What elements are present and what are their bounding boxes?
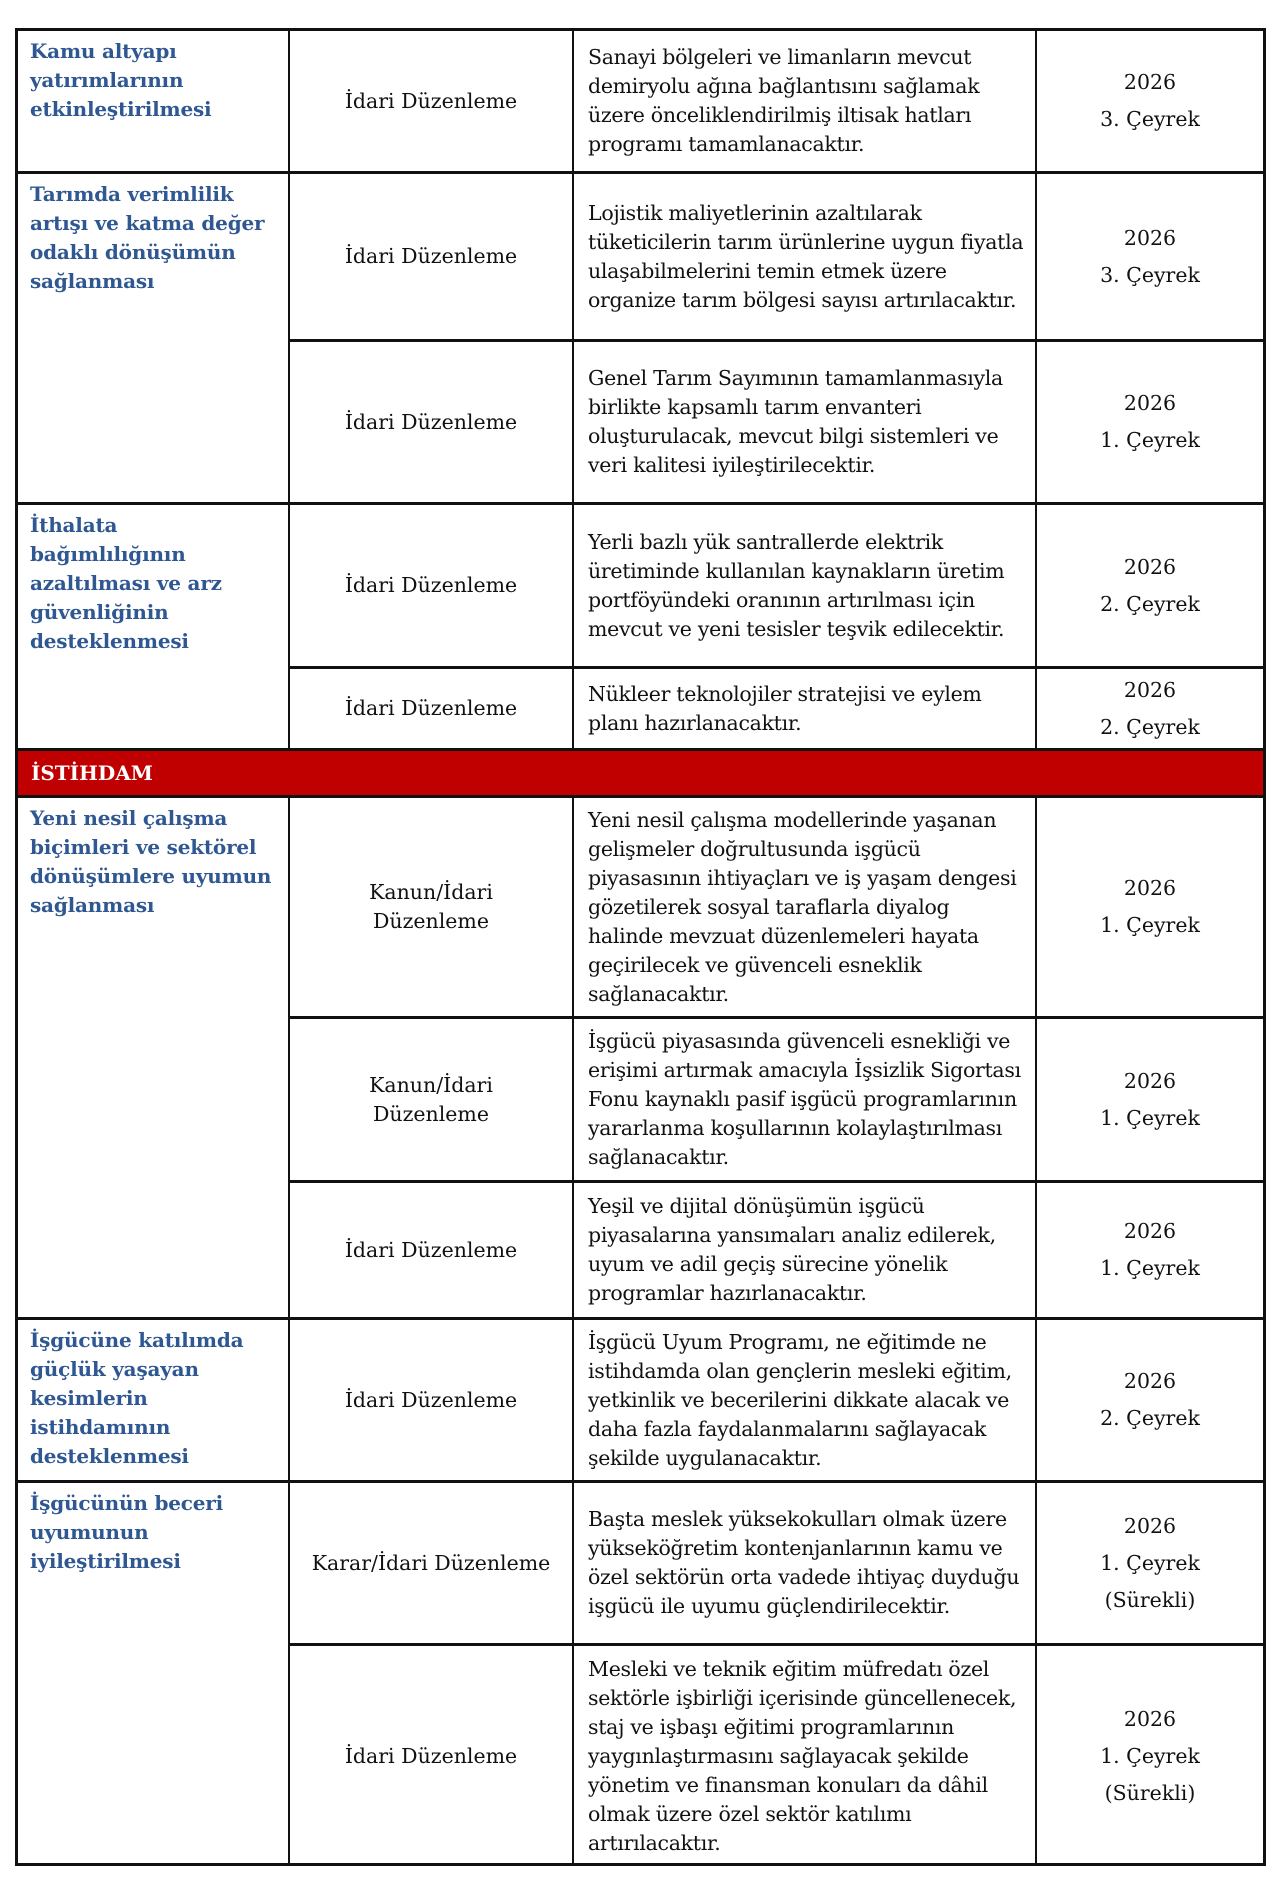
quarter-cell bbox=[1037, 1183, 1263, 1317]
quarter-year: 2026 bbox=[1123, 391, 1177, 415]
goal-cell bbox=[18, 1320, 288, 1480]
goal-text: Yeni nesil çalışma biçimleri ve sektörel dönüşümlere uyumun sağlanması bbox=[30, 806, 272, 917]
goal-cell bbox=[18, 505, 288, 748]
description-cell bbox=[574, 174, 1035, 339]
type-text: Kanun/İdari Düzenleme bbox=[369, 880, 493, 933]
quarter-cell bbox=[1037, 505, 1263, 666]
goal-cell bbox=[18, 174, 288, 502]
quarter-year: 2026 bbox=[1123, 554, 1177, 579]
quarter-label: 1. Çeyrek bbox=[1100, 1105, 1200, 1130]
quarter-year: 2026 bbox=[1123, 1219, 1177, 1243]
description-text: İşgücü Uyum Programı, ne eğitimde ne istihdamda olan gençlerin mesleki eğitim, yetkinlik ve becerilerini dikkate alacak ve daha fazla faydalanmalarını sağlayacak şekilde uygulanacaktır. bbox=[588, 1329, 1012, 1470]
description-text: Genel Tarım Sayımının tamamlanmasıyla birlikte kapsamlı tarım envanteri oluşturulacak, mevcut bilgi sistemleri ve veri kalitesi iyileştirilecektir. bbox=[588, 366, 1003, 477]
description-cell bbox=[574, 1183, 1035, 1317]
goal-text: Tarımda verimlilik artışı ve katma değer odaklı dönüşümün sağlanması bbox=[30, 182, 265, 293]
type-cell bbox=[290, 342, 572, 502]
quarter-note: (Sürekli) bbox=[1104, 1587, 1196, 1612]
quarter-cell bbox=[1037, 669, 1263, 748]
description-cell bbox=[574, 1320, 1035, 1480]
goal-text: İşgücünün beceri uyumunun iyileştirilmesi bbox=[30, 1491, 223, 1573]
description-cell bbox=[574, 669, 1035, 748]
description-text: Başta meslek yüksekokulları olmak üzere yükseköğretim kontenjanlarının kamu ve özel sektörün orta vadede ihtiyaç duyduğu işgücü ile uyumu güçlendirilecektir. bbox=[588, 1507, 1020, 1618]
description-cell bbox=[574, 505, 1035, 666]
quarter-label: 1. Çeyrek bbox=[1100, 1743, 1200, 1768]
quarter-year: 2026 bbox=[1123, 1513, 1177, 1538]
type-cell bbox=[290, 669, 572, 748]
type-text: Karar/İdari Düzenleme bbox=[311, 1550, 551, 1575]
quarter-cell bbox=[1037, 1019, 1263, 1180]
quarter-label: 1. Çeyrek bbox=[1100, 1256, 1200, 1280]
type-cell bbox=[290, 31, 572, 171]
quarter-cell bbox=[1037, 1320, 1263, 1480]
type-cell bbox=[290, 798, 572, 1016]
type-text: İdari Düzenleme bbox=[344, 1237, 518, 1262]
type-text: İdari Düzenleme bbox=[344, 88, 518, 113]
type-text: Kanun/İdari Düzenleme bbox=[369, 1072, 493, 1126]
description-text: Nükleer teknolojiler stratejisi ve eylem planı hazırlanacaktır. bbox=[588, 681, 982, 735]
action-plan-table bbox=[15, 28, 1266, 1866]
type-cell bbox=[290, 1320, 572, 1480]
description-cell bbox=[574, 798, 1035, 1016]
goal-text: İşgücüne katılımda güçlük yaşayan kesimlerin istihdamının desteklenmesi bbox=[30, 1328, 244, 1468]
quarter-year: 2026 bbox=[1123, 876, 1177, 900]
quarter-label: 1. Çeyrek bbox=[1100, 1550, 1200, 1575]
type-cell bbox=[290, 1646, 572, 1866]
quarter-cell bbox=[1037, 1483, 1263, 1643]
type-text: İdari Düzenleme bbox=[344, 696, 518, 720]
quarter-label: 2. Çeyrek bbox=[1100, 591, 1200, 616]
quarter-year: 2026 bbox=[1123, 1369, 1177, 1393]
quarter-label: 2. Çeyrek bbox=[1100, 1406, 1200, 1430]
description-cell bbox=[574, 1019, 1035, 1180]
type-text: İdari Düzenleme bbox=[344, 409, 518, 434]
quarter-year: 2026 bbox=[1123, 677, 1177, 702]
quarter-cell bbox=[1037, 342, 1263, 502]
section-title: İSTİHDAM bbox=[31, 761, 153, 785]
quarter-cell bbox=[1037, 798, 1263, 1016]
goal-cell bbox=[18, 31, 288, 171]
quarter-cell bbox=[1037, 31, 1263, 171]
quarter-label: 1. Çeyrek bbox=[1100, 428, 1200, 452]
type-cell bbox=[290, 505, 572, 666]
type-cell bbox=[290, 1019, 572, 1180]
goal-cell bbox=[18, 798, 288, 1317]
type-cell bbox=[290, 1183, 572, 1317]
type-text: İdari Düzenleme bbox=[344, 1743, 518, 1768]
goal-text: Kamu altyapı yatırımlarının etkinleştirilmesi bbox=[30, 39, 212, 121]
description-cell bbox=[574, 1483, 1035, 1643]
quarter-year: 2026 bbox=[1123, 1068, 1177, 1093]
type-cell bbox=[290, 1483, 572, 1643]
quarter-year: 2026 bbox=[1123, 70, 1177, 94]
quarter-label: 3. Çeyrek bbox=[1100, 107, 1200, 131]
goal-text: İthalata bağımlılığının azaltılması ve arz güvenliğinin desteklenmesi bbox=[30, 513, 222, 653]
description-text: Yeni nesil çalışma modellerinde yaşanan gelişmeler doğrultusunda işgücü piyasasının ihtiyaçları ve iş yaşam dengesi gözetilerek sosyal taraflarla diyalog halinde mevzuat düzenlemeleri hayata geçirilecek ve güvenceli esneklik sağlanacaktır. bbox=[588, 807, 1017, 1006]
description-text: Lojistik maliyetlerinin azaltılarak tüketicilerin tarım ürünlerine uygun fiyatla ulaşabilmelerini temin etmek üzere organize tarım bölgesi sayısı artırılacaktır. bbox=[588, 200, 1024, 312]
quarter-note: (Sürekli) bbox=[1104, 1780, 1196, 1805]
description-cell bbox=[574, 31, 1035, 171]
quarter-cell bbox=[1037, 174, 1263, 339]
description-text: İşgücü piyasasında güvenceli esnekliği ve erişimi artırmak amacıyla İşsizlik Sigortası Fonu kaynaklı pasif işgücü programlarının yararlanma koşullarının kolaylaştırılması sağlanacaktır. bbox=[588, 1029, 1021, 1169]
section-header-istihdam bbox=[18, 751, 1263, 795]
type-cell bbox=[290, 174, 572, 339]
description-text: Yerli bazlı yük santrallerde elektrik üretiminde kullanılan kaynakların üretim portföyündeki oranının artırılması için mevcut ve yeni tesisler teşvik edilecektir. bbox=[588, 529, 1005, 641]
description-cell bbox=[574, 1646, 1035, 1866]
quarter-label: 2. Çeyrek bbox=[1100, 714, 1200, 739]
goal-cell bbox=[18, 1483, 288, 1866]
description-text: Mesleki ve teknik eğitim müfredatı özel sektörle işbirliği içerisinde güncellenecek, staj ve işbaşı eğitimi programlarının yaygınlaştırmasını sağlayacak şekilde yönetim ve finansman konuları da dâhil olmak üzere özel sektör katılımı artırılacaktır. bbox=[588, 1656, 1017, 1855]
quarter-label: 3. Çeyrek bbox=[1100, 262, 1200, 287]
quarter-cell bbox=[1037, 1646, 1263, 1866]
type-text: İdari Düzenleme bbox=[344, 1387, 518, 1412]
description-text: Yeşil ve dijital dönüşümün işgücü piyasalarına yansımaları analiz edilerek, uyum ve adil geçiş sürecine yönelik programlar hazırlanacaktır. bbox=[588, 1194, 996, 1305]
description-cell bbox=[574, 342, 1035, 502]
quarter-year: 2026 bbox=[1123, 1706, 1177, 1731]
quarter-year: 2026 bbox=[1123, 225, 1177, 250]
type-text: İdari Düzenleme bbox=[344, 573, 518, 597]
description-text: Sanayi bölgeleri ve limanların mevcut demiryolu ağına bağlantısını sağlamak üzere önceliklendirilmiş iltisak hatları programı tamamlanacaktır. bbox=[588, 45, 980, 156]
quarter-label: 1. Çeyrek bbox=[1100, 913, 1200, 937]
type-text: İdari Düzenleme bbox=[344, 244, 518, 268]
